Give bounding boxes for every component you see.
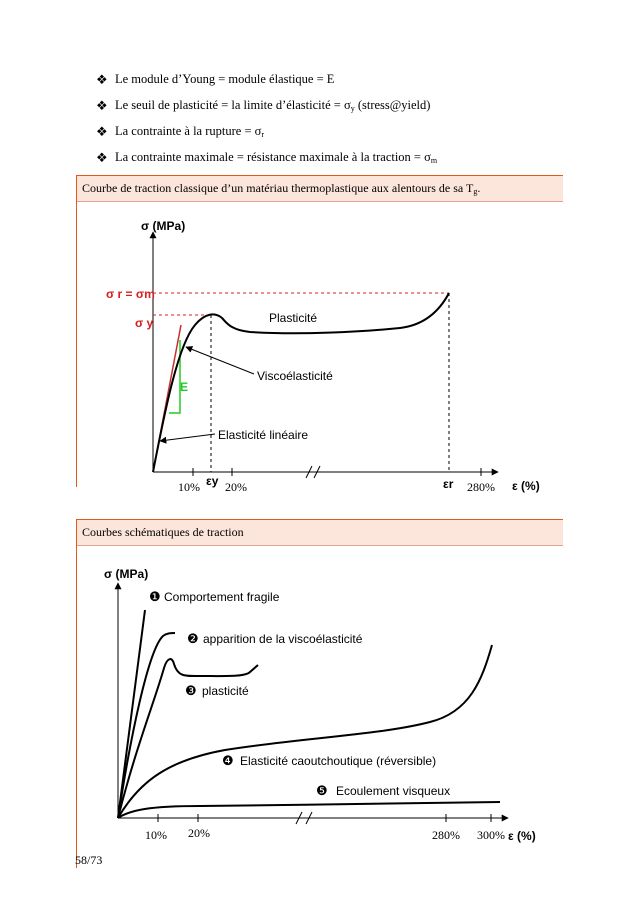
diamond-bullet-icon: ❖ [96, 150, 108, 165]
bullet-text: La contrainte à la rupture = σ [115, 124, 262, 138]
eps-r-label: εr [443, 477, 454, 491]
bullet-subscript: r [261, 130, 265, 139]
header-subscript: g [473, 187, 478, 196]
bullet-text: La contrainte maximale = résistance maximale à la traction = σ [115, 150, 431, 164]
bullet-text: Le seuil de plasticité = la limite d’élasticité = σ [115, 98, 351, 112]
curve2-number: ❷ [187, 631, 199, 646]
page-number: 58/73 [75, 853, 103, 867]
sigma-r-label: σ r = σm [106, 287, 155, 301]
curve3-label: plasticité [202, 684, 249, 698]
tick-label: 10% [145, 828, 167, 842]
y-axis-label: σ (MPa) [141, 219, 186, 233]
section-header-text: Courbes schématiques de traction [82, 525, 244, 539]
tick-label: 300% [477, 828, 505, 842]
x-axis-label-2: ε (%) [508, 829, 536, 843]
curve4-number: ❹ [222, 753, 234, 768]
tick-label: 280% [467, 480, 495, 494]
elasticite-arrow [160, 434, 215, 441]
bullet-text: Le module d’Young = module élastique = E [115, 72, 335, 86]
bullet-suffix: (stress@yield) [354, 98, 431, 112]
viscoelasticite-label: Viscoélasticité [257, 369, 333, 383]
tick-label: 20% [225, 480, 247, 494]
x-axis-label: ε (%) [512, 479, 540, 493]
tick-label: 280% [432, 828, 460, 842]
section-header-text: Courbe de traction classique d’un matériau thermoplastique aux alentours de sa T [82, 181, 474, 195]
section-header [76, 519, 563, 546]
elasticite-label: Elasticité linéaire [218, 428, 309, 442]
section-left-border [76, 519, 77, 868]
bullet-subscript: y [350, 104, 355, 113]
tick-label: 10% [178, 480, 200, 494]
eps-y-label: εy [206, 474, 219, 488]
sigma-y-label: σ y [135, 316, 154, 330]
diamond-bullet-icon: ❖ [96, 124, 108, 139]
y-axis-label-2: σ (MPa) [104, 567, 149, 581]
viscoelasticite-arrow [186, 347, 254, 374]
curve2-label: apparition de la viscoélasticité [203, 632, 363, 646]
tick-label: 20% [188, 826, 210, 840]
schematic-curves-section [76, 519, 563, 868]
header-suffix: . [477, 181, 481, 195]
curve1-label: Comportement fragile [164, 590, 280, 604]
curve3-number: ❸ [185, 683, 197, 698]
curve4-label: Elasticité caoutchoutique (réversible) [240, 754, 437, 768]
modulus-e-label: E [180, 380, 189, 394]
bullet-subscript: m [430, 156, 438, 165]
curve5-label: Ecoulement visqueux [336, 784, 451, 798]
diamond-bullet-icon: ❖ [96, 72, 108, 87]
curve1-number: ❶ [149, 589, 161, 604]
diamond-bullet-icon: ❖ [96, 98, 108, 113]
curve5-number: ❺ [316, 783, 328, 798]
plasticite-label: Plasticité [269, 311, 318, 325]
